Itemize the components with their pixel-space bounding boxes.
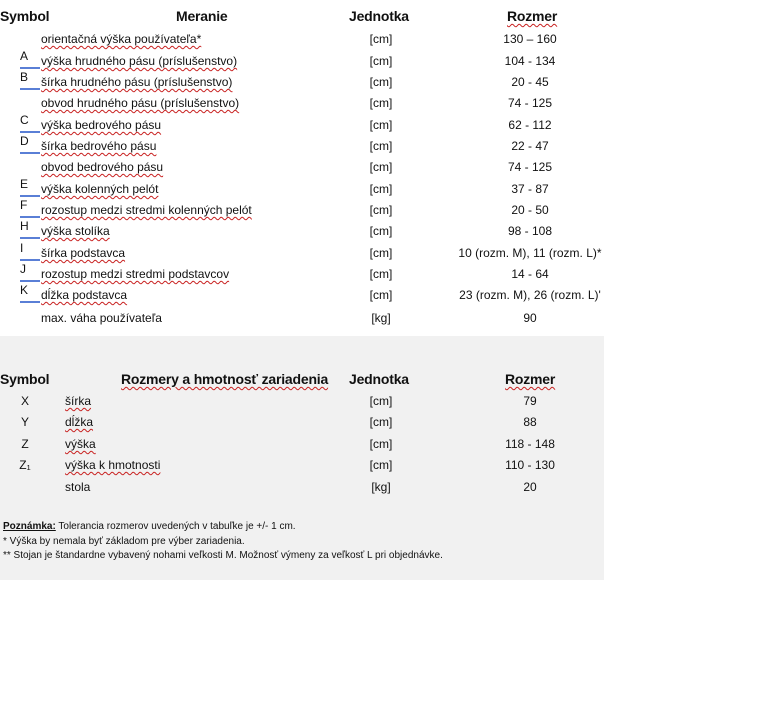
row-size: 104 - 134 bbox=[504, 54, 556, 68]
table-row bbox=[0, 96, 610, 117]
row-symbol: D bbox=[20, 134, 29, 148]
row-measure: orientačná výška používateľa* bbox=[41, 32, 202, 46]
table1-header-unit: Jednotka bbox=[349, 8, 409, 24]
table-row bbox=[0, 134, 610, 160]
row-unit: [cm] bbox=[369, 118, 393, 132]
row-measure: rozostup medzi stredmi kolenných pelót bbox=[41, 203, 252, 217]
row-unit: [cm] bbox=[369, 32, 393, 46]
row-symbol: C bbox=[20, 113, 29, 127]
row-size: 88 bbox=[523, 415, 537, 429]
symbol-underline bbox=[20, 152, 40, 154]
symbol-underline bbox=[20, 131, 40, 133]
row-size: 22 - 47 bbox=[511, 139, 549, 153]
row-measure: dĺžka podstavca bbox=[41, 288, 128, 302]
row-unit: [cm] bbox=[369, 437, 393, 451]
row-unit: [kg] bbox=[371, 311, 391, 325]
row-measure: výška bbox=[65, 437, 96, 451]
table-row bbox=[0, 311, 610, 332]
symbol-underline bbox=[20, 67, 40, 69]
row-unit: [cm] bbox=[369, 139, 393, 153]
row-unit: [cm] bbox=[369, 182, 393, 196]
row-unit: [cm] bbox=[369, 458, 393, 472]
table-row bbox=[0, 480, 610, 501]
table1-header-size: Rozmer bbox=[507, 8, 558, 24]
table-row bbox=[0, 283, 610, 309]
symbol-underline bbox=[20, 280, 40, 282]
row-size: 130 – 160 bbox=[503, 32, 557, 46]
row-measure: výška stolíka bbox=[41, 224, 110, 238]
table-row bbox=[0, 177, 610, 203]
table-row bbox=[0, 113, 610, 139]
row-measure: výška kolenných pelót bbox=[41, 182, 159, 196]
row-measure: obvod hrudného pásu (príslušenstvo) bbox=[41, 96, 240, 110]
row-symbol: Y bbox=[20, 415, 29, 429]
symbol-underline bbox=[20, 237, 40, 239]
row-size: 14 - 64 bbox=[511, 267, 549, 281]
row-measure: výška bedrového pásu bbox=[41, 118, 162, 132]
row-symbol: A bbox=[20, 49, 29, 63]
row-size: 20 bbox=[523, 480, 537, 494]
row-symbol: Z bbox=[21, 437, 29, 451]
row-measure: výška hrudného pásu (príslušenstvo) bbox=[41, 54, 238, 68]
row-size: 110 - 130 bbox=[505, 458, 555, 472]
symbol-underline bbox=[20, 216, 40, 218]
table2-header-measure: Rozmery a hmotnosť zariadenia bbox=[121, 371, 329, 387]
row-unit: [cm] bbox=[369, 246, 393, 260]
table-row bbox=[0, 262, 610, 288]
table-row bbox=[0, 160, 610, 181]
table-row bbox=[0, 394, 610, 415]
row-unit: [cm] bbox=[369, 203, 393, 217]
row-symbol: E bbox=[20, 177, 29, 191]
table-row bbox=[0, 70, 610, 96]
table-row bbox=[0, 241, 610, 267]
note-text: Tolerancia rozmerov uvedených v tabuľke je +/- 1 cm. bbox=[55, 521, 296, 532]
row-unit: [cm] bbox=[369, 75, 393, 89]
row-symbol: J bbox=[20, 262, 26, 276]
row-measure: rozostup medzi stredmi podstavcov bbox=[41, 267, 230, 281]
row-measure: šírka bbox=[65, 394, 92, 408]
table2-header-size: Rozmer bbox=[505, 371, 556, 387]
row-size: 20 - 50 bbox=[511, 203, 549, 217]
row-size: 20 - 45 bbox=[511, 75, 549, 89]
row-size: 10 (rozm. M), 11 (rozm. L)* bbox=[458, 246, 602, 260]
table-row bbox=[0, 437, 610, 458]
row-symbol: I bbox=[20, 241, 24, 255]
row-measure: šírka hrudného pásu (príslušenstvo) bbox=[41, 75, 233, 89]
row-measure: max. váha používateľa bbox=[41, 311, 162, 325]
row-size: 74 - 125 bbox=[507, 96, 553, 110]
row-unit: [cm] bbox=[369, 160, 393, 174]
row-measure: šírka podstavca bbox=[41, 246, 126, 260]
row-size: 23 (rozm. M), 26 (rozm. L)' bbox=[459, 288, 601, 302]
row-size: 118 - 148 bbox=[505, 437, 555, 451]
symbol-underline bbox=[20, 195, 40, 197]
row-unit: [cm] bbox=[369, 96, 393, 110]
row-symbol: F bbox=[20, 198, 28, 212]
table-row bbox=[0, 219, 610, 245]
note-label: Poznámka: bbox=[3, 521, 56, 532]
row-symbol: B bbox=[20, 70, 29, 84]
symbol-underline bbox=[20, 301, 40, 303]
row-size: 90 bbox=[523, 311, 537, 325]
row-symbol: X bbox=[20, 394, 29, 408]
row-size: 98 - 108 bbox=[507, 224, 553, 238]
table-row bbox=[0, 32, 610, 53]
row-size: 62 - 112 bbox=[508, 118, 552, 132]
note-line-1 bbox=[3, 521, 296, 532]
note-line-3: ** Stojan je štandardne vybavený nohami veľkosti M. Možnosť výmeny za veľkosť L pri objednávke. bbox=[3, 550, 443, 561]
table1-header-symbol: Symbol bbox=[0, 8, 50, 24]
symbol-underline bbox=[20, 259, 40, 261]
note-line-2: * Výška by nemala byť základom pre výber zariadenia. bbox=[3, 536, 245, 547]
row-unit: [cm] bbox=[369, 288, 393, 302]
row-measure: výška k hmotnosti bbox=[65, 458, 161, 472]
row-measure: dĺžka bbox=[65, 415, 94, 429]
table-row bbox=[0, 198, 610, 224]
row-size: 37 - 87 bbox=[511, 182, 549, 196]
row-size: 79 bbox=[523, 394, 537, 408]
row-unit: [cm] bbox=[369, 224, 393, 238]
row-unit: [kg] bbox=[371, 480, 391, 494]
row-unit: [cm] bbox=[369, 394, 393, 408]
table2-header-symbol: Symbol bbox=[0, 371, 50, 387]
row-measure: stola bbox=[65, 480, 91, 494]
row-size: 74 - 125 bbox=[507, 160, 553, 174]
row-symbol: Z₁ bbox=[19, 458, 31, 472]
row-symbol: H bbox=[20, 219, 29, 233]
row-symbol: K bbox=[20, 283, 29, 297]
row-measure: šírka bedrového pásu bbox=[41, 139, 157, 153]
table-row bbox=[0, 49, 610, 75]
symbol-underline bbox=[20, 88, 40, 90]
table-row bbox=[0, 458, 610, 479]
row-unit: [cm] bbox=[369, 415, 393, 429]
table2-header-unit: Jednotka bbox=[349, 371, 409, 387]
row-measure: obvod bedrového pásu bbox=[41, 160, 164, 174]
table1-header-measure: Meranie bbox=[176, 8, 228, 24]
table-row bbox=[0, 415, 610, 436]
row-unit: [cm] bbox=[369, 54, 393, 68]
row-unit: [cm] bbox=[369, 267, 393, 281]
